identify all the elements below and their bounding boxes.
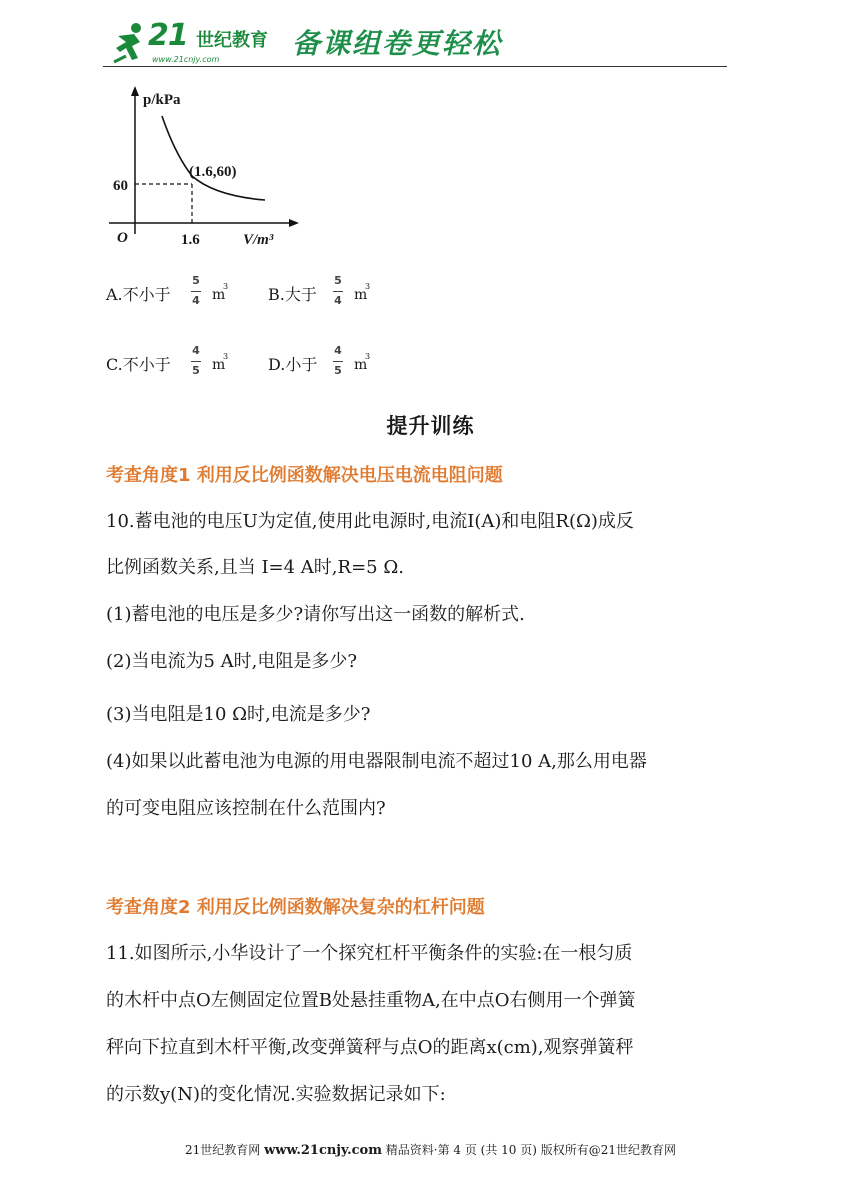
- option-a-label: A.不小于: [106, 285, 171, 304]
- logo-number: 21: [148, 18, 188, 53]
- option-b-unit: m: [354, 287, 368, 303]
- y-axis-label: p/kPa: [143, 92, 181, 108]
- runner-logo-icon: [112, 22, 148, 66]
- pressure-volume-graph: [105, 84, 305, 254]
- q10-part-4b: 的可变电阻应该控制在什么范围内?: [106, 798, 386, 819]
- footer-page-info: 精品资料·第 4 页 (共 10 页) 版权所有@21世纪教育网: [385, 1143, 677, 1157]
- header-slogan: 备课组卷更轻松: [292, 27, 503, 60]
- y-tick-60: 60: [113, 178, 128, 194]
- x-tick-1.6: 1.6: [181, 232, 200, 248]
- option-a-exponent: 3: [223, 282, 229, 291]
- footer-url[interactable]: www.21cnjy.com: [264, 1143, 382, 1158]
- option-d-fraction-bar: [333, 361, 343, 362]
- hyperbola-curve: [162, 116, 265, 200]
- option-c-denominator: 5: [192, 364, 200, 377]
- logo-text: 世纪教育: [196, 30, 268, 51]
- q10-part-3: (3)当电阻是10 Ω时,电流是多少?: [106, 704, 371, 725]
- option-b-fraction-bar: [333, 291, 343, 292]
- logo-url: www.21cnjy.com: [152, 55, 220, 64]
- option-c-numerator: 4: [192, 344, 200, 357]
- footer-site: 21世纪教育网: [184, 1143, 261, 1157]
- origin-label: O: [117, 230, 128, 246]
- q10-part-2: (2)当电流为5 A时,电阻是多少?: [106, 651, 358, 672]
- q10-line-2: 比例函数关系,且当 I=4 A时,R=5 Ω.: [106, 557, 404, 578]
- option-b-denominator: 4: [334, 294, 342, 307]
- q10-line-1: 10.蓄电池的电压U为定值,使用此电源时,电流I(A)和电阻R(Ω)成反: [106, 511, 634, 532]
- option-b-numerator: 5: [334, 274, 342, 287]
- header-divider: [103, 66, 727, 67]
- option-d-label: D.小于: [268, 355, 318, 374]
- q11-line-3: 秤向下拉直到木杆平衡,改变弹簧秤与点O的距离x(cm),观察弹簧秤: [106, 1037, 634, 1058]
- x-axis-arrow: [289, 219, 299, 227]
- option-a-fraction-bar: [191, 291, 201, 292]
- option-a-denominator: 4: [192, 294, 200, 307]
- option-c-fraction-bar: [191, 361, 201, 362]
- section-title: 提升训练: [386, 414, 475, 438]
- option-b-label: B.大于: [268, 285, 317, 304]
- angle-1-heading: 考查角度1 利用反比例函数解决电压电流电阻问题: [106, 465, 503, 486]
- option-c-label: C.不小于: [106, 355, 171, 374]
- option-a-unit: m: [212, 287, 226, 303]
- q10-part-1: (1)蓄电池的电压是多少?请你写出这一函数的解析式.: [106, 604, 525, 625]
- option-d-denominator: 5: [334, 364, 342, 377]
- option-c-unit: m: [212, 357, 226, 373]
- option-b-exponent: 3: [365, 282, 371, 291]
- q11-line-2: 的木杆中点O左侧固定位置B处悬挂重物A,在中点O右侧用一个弹簧: [106, 990, 636, 1011]
- x-axis-label: V/m³: [243, 232, 274, 248]
- option-d-numerator: 4: [334, 344, 342, 357]
- q11-line-1: 11.如图所示,小华设计了一个探究杠杆平衡条件的实验:在一根匀质: [106, 943, 633, 964]
- angle-2-heading: 考查角度2 利用反比例函数解决复杂的杠杆问题: [106, 897, 485, 918]
- q10-part-4a: (4)如果以此蓄电池为电源的用电器限制电流不超过10 A,那么用电器: [106, 751, 647, 772]
- q11-line-4: 的示数y(N)的变化情况.实验数据记录如下:: [106, 1084, 446, 1105]
- y-axis-arrow: [131, 86, 139, 96]
- option-c-exponent: 3: [223, 352, 229, 361]
- point-label: (1.6,60): [189, 164, 237, 180]
- option-a-numerator: 5: [192, 274, 200, 287]
- option-d-unit: m: [354, 357, 368, 373]
- option-d-exponent: 3: [365, 352, 371, 361]
- page-footer: [0, 1141, 861, 1158]
